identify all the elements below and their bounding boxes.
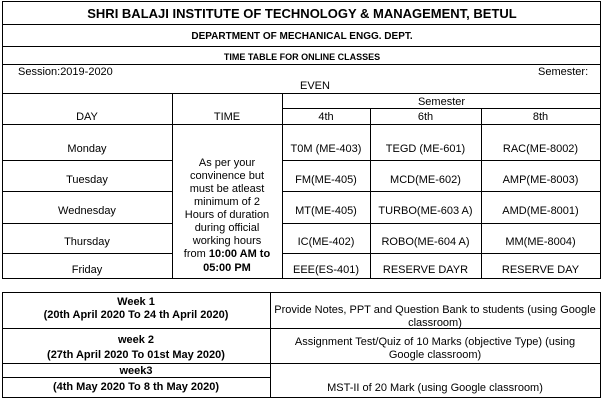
semester-value: EVEN: [300, 80, 330, 92]
subject-cell: IC(ME-402): [297, 236, 355, 248]
semester-label: Semester:: [538, 66, 589, 78]
subject-cell: FM(ME-405): [295, 174, 357, 186]
week-dates: (27th April 2020 To 01st May 2020): [47, 349, 225, 361]
week-task: classroom): [408, 317, 462, 329]
day-cell: Friday: [71, 264, 103, 276]
sem8-header: 8th: [532, 111, 549, 123]
day-cell: Tuesday: [66, 174, 108, 186]
subject-cell: RESERVE DAY: [501, 264, 580, 276]
subject-cell: EEE(ES-401): [292, 264, 360, 276]
subject-cell: RAC(ME-8002): [502, 143, 579, 155]
subject-cell: AMD(ME-8001): [502, 205, 579, 217]
subject-cell: AMP(ME-8003): [502, 174, 579, 186]
subject-cell: T0M (ME-403): [290, 143, 362, 155]
week-dates: (20th April 2020 To 24 th April 2020): [43, 309, 229, 321]
week-task: Provide Notes, PPT and Question Bank to students (using Google: [274, 304, 596, 316]
week-dates: (4th May 2020 To 8 th May 2020): [52, 381, 220, 393]
subject-cell: RESERVE DAYR: [382, 264, 469, 276]
day-cell: Monday: [67, 143, 107, 155]
subject-cell: ROBO(ME-604 A): [381, 236, 470, 248]
time-header: TIME: [213, 111, 241, 123]
subject-cell: MCD(ME-602): [390, 174, 461, 186]
subject-cell: MT(ME-405): [295, 205, 357, 217]
week-label: Week 1: [117, 296, 155, 308]
subject-cell: MM(ME-8004): [505, 236, 576, 248]
subject-cell: TURBO(ME-603 A): [378, 205, 473, 217]
week-task: Google classroom): [388, 349, 482, 361]
week-task: Assignment Test/Quiz of 10 Marks (objective Type) (using: [294, 336, 576, 348]
sem6-header: 6th: [417, 111, 434, 123]
session-label: Session:2019-2020: [18, 66, 113, 78]
day-header: DAY: [76, 111, 98, 123]
week-label: week 2: [117, 334, 155, 346]
week-task: MST-II of 20 Mark (using Google classroom): [327, 382, 543, 394]
subject-cell: TEGD (ME-601): [385, 143, 466, 155]
day-cell: Wednesday: [58, 205, 116, 217]
day-cell: Thursday: [64, 236, 110, 248]
sem4-header: 4th: [318, 111, 334, 123]
semester-group-header: Semester: [417, 96, 466, 108]
week-label: week3: [119, 365, 153, 377]
timetable-title: TIME TABLE FOR ONLINE CLASSES: [223, 52, 381, 62]
department-title: DEPARTMENT OF MECHANICAL ENGG. DEPT.: [191, 31, 413, 42]
institute-title: SHRI BALAJI INSTITUTE OF TECHNOLOGY & MANAGEMENT, BETUL: [87, 6, 517, 21]
